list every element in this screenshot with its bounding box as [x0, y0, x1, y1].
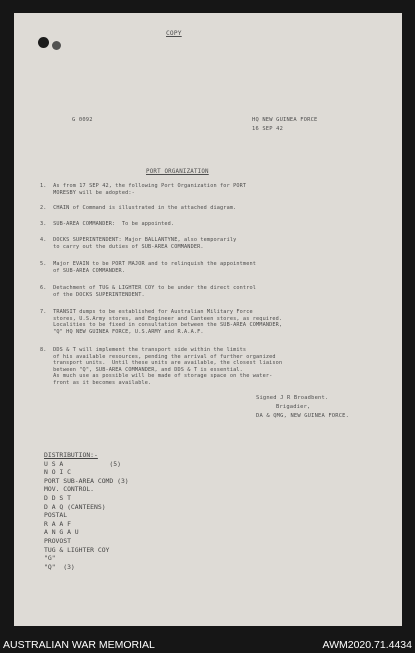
- distribution-list: [44, 451, 129, 571]
- distribution-item: POSTAL: [44, 511, 68, 520]
- paragraph-4: 4. DOCKS SUPERINTENDENT: Major BALLANTYNE, also temporarily to carry out the duties of SUB-AREA COMMANDER.: [40, 237, 237, 250]
- distribution-item: D D S T: [44, 493, 71, 502]
- paragraph-3: 3. SUB-AREA COMMANDER: To be appointed.: [40, 221, 175, 227]
- distribution-item: A N G A U: [44, 528, 79, 537]
- distribution-item: "Q" (3): [44, 562, 75, 571]
- distribution-item: TUG & LIGHTER COY: [44, 545, 110, 554]
- paragraph-7: 7. TRANSIT dumps to be established for Australian Military Force stores, U.S.Army stores, and Engineer and Canteen stores, as required. Localities to be fixed in consultation between the SUB-AREA COMMANDER, "Q" HQ NEW GUINEA FORCE, U.S.ARMY and R.A.A.F.: [40, 309, 283, 335]
- signature-appointment: DA & QMG, NEW GUINEA FORCE.: [256, 413, 350, 419]
- signature-rank: Brigadier,: [276, 404, 311, 410]
- paragraph-5: 5. Major EVAIN to be PORT MAJOR and to relinquish the appointment of SUB-AREA COMMANDER.: [40, 261, 257, 274]
- footer-bar: [0, 636, 415, 653]
- reference-number: G 0092: [72, 117, 93, 123]
- punch-hole: [38, 37, 49, 48]
- document-page: [14, 13, 402, 626]
- document-date: 16 SEP 42: [252, 126, 284, 132]
- distribution-item: U S A (5): [44, 459, 121, 468]
- distribution-item: N O I C: [44, 468, 71, 477]
- punch-hole: [52, 41, 61, 50]
- document-title: PORT ORGANIZATION: [146, 169, 209, 175]
- distribution-item: PROVOST: [44, 536, 71, 545]
- distribution-item: R A A F: [44, 519, 71, 528]
- distribution-item: "G": [44, 554, 56, 563]
- paragraph-6: 6. Detachment of TUG & LIGHTER COY to be under the direct control of the DOCKS SUPERINTENDENT.: [40, 285, 257, 298]
- footer-accession-number: AWM2020.71.4434: [322, 639, 412, 651]
- hq-line: HQ NEW GUINEA FORCE: [252, 117, 318, 123]
- distribution-item: PORT SUB-AREA COMD (3): [44, 476, 129, 485]
- paragraph-2: 2. CHAIN of Command is illustrated in the attached diagram.: [40, 205, 237, 211]
- signature-name: Signed J R Broadbent.: [256, 395, 329, 401]
- distribution-title: DISTRIBUTION:-: [44, 451, 98, 459]
- paragraph-1: 1. As from 17 SEP 42, the following Port Organization for PORT MORESBY will be adopted:-: [40, 183, 247, 196]
- distribution-item: MOV. CONTROL.: [44, 485, 95, 494]
- paragraph-8: 8. DDS & T will implement the transport side within the limits of his available resources, pending the arrival of further organized transport units. Until these units are available, the closest liaison between "Q", SUB-AREA COMMANDER, and DDS & T is essential. As much use as possible will be made of storage space on the water- front as it becomes available.: [40, 347, 283, 386]
- footer-source: AUSTRALIAN WAR MEMORIAL: [3, 639, 155, 651]
- copy-label: COPY: [166, 30, 182, 37]
- distribution-item: D A Q (CANTEENS): [44, 502, 106, 511]
